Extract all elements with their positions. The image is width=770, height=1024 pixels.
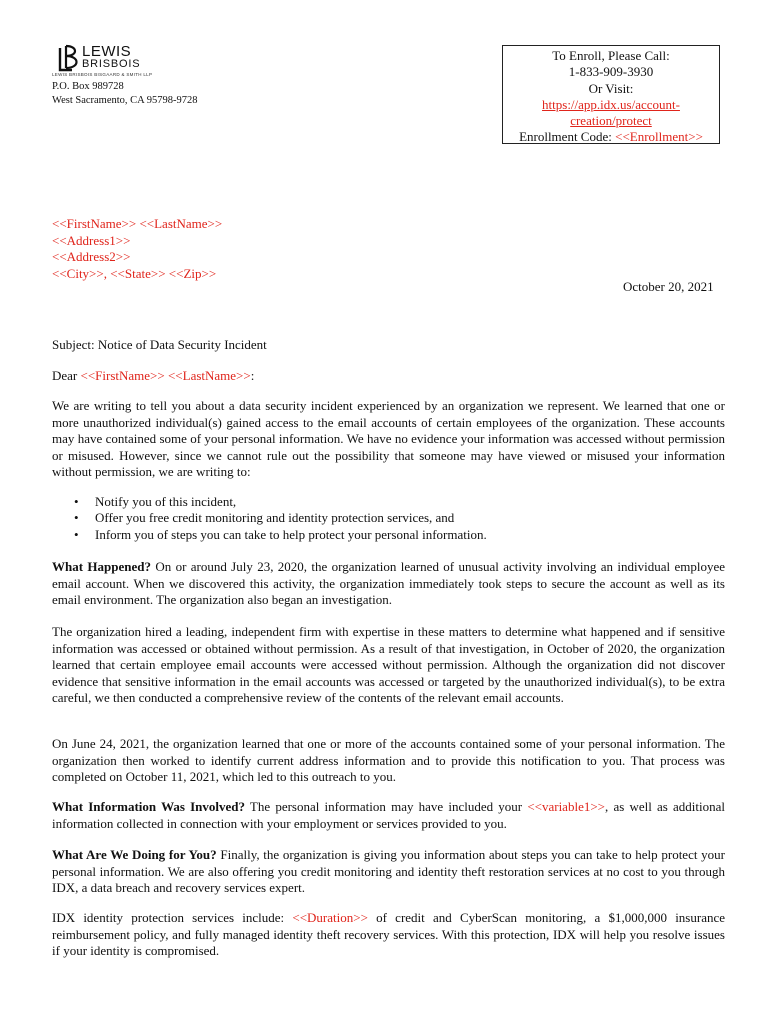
bullet-text: Notify you of this incident,	[95, 494, 237, 509]
what-happened-heading: What Happened?	[52, 559, 151, 574]
what-doing-text: Finally, the organization is giving you information about steps you can take to help protect your personal information. We are also offering you credit monitoring and identity theft restoration services at no cost to you through IDX, a data breach and recovery services expert.	[52, 847, 725, 896]
logo-name-line1: LEWIS	[82, 43, 132, 60]
investigation-paragraph: The organization hired a leading, independent firm with expertise in these matters to determine what happened and if sensitive information was accessed or obtained without permission. As a result of that investigation, in October of 2020, the organization learned that certain employee email accounts were accessed without permission. Although the organization did not discover evidence that sensitive information in the email accounts was accessed or targeted by the unauthorized individual(s), to be extra careful, we then conducted a comprehensive review of the contents of the relevant email accounts.	[52, 624, 725, 706]
sender-address	[52, 80, 198, 108]
what-information-heading: What Information Was Involved?	[52, 799, 245, 814]
what-information-text-before: The personal information may have included your	[244, 799, 528, 814]
what-happened-text: On or around July 23, 2020, the organization learned of unusual activity involving an individual employee email account. When we discovered this activity, the organization immediately took steps to secure the account as well as its email environment. The organization also began an investigation.	[52, 559, 725, 608]
bullet-list	[52, 494, 487, 543]
recipient-address1: <<Address1>>	[52, 232, 131, 248]
what-doing-paragraph	[52, 847, 725, 897]
bullet-icon: •	[74, 526, 79, 542]
enroll-visit-label: Or Visit:	[588, 80, 634, 96]
letter-subject: Subject: Notice of Data Security Incident	[52, 337, 267, 352]
sender-address-line1: P.O. Box 989728	[52, 81, 124, 92]
enroll-code-label: Enrollment Code:	[519, 129, 616, 145]
bullet-icon: •	[74, 510, 79, 526]
enroll-url-line1[interactable]: https://app.idx.us/account-	[542, 96, 680, 112]
list-item	[52, 527, 487, 543]
recipient-address2: <<Address2>>	[52, 249, 131, 264]
enroll-code-line	[503, 129, 719, 145]
enroll-url-line2[interactable]: creation/protect	[570, 113, 652, 129]
logo-wordmark	[82, 44, 140, 70]
enroll-code-value: <<Enrollment>>	[615, 129, 703, 145]
recipient-address	[52, 216, 222, 282]
enroll-call-label: To Enroll, Please Call:	[552, 48, 670, 63]
list-item	[52, 510, 487, 526]
salutation-prefix: Dear	[52, 368, 81, 383]
what-doing-heading: What Are We Doing for You?	[52, 847, 217, 862]
duration-placeholder: <<Duration>>	[292, 910, 368, 925]
what-information-text-after: , as well as additional information collected in connection with your employment or services provided to you.	[52, 799, 725, 831]
recipient-name: <<FirstName>> <<LastName>>	[52, 216, 223, 231]
intro-paragraph: We are writing to tell you about a data security incident experienced by an organization we represent. We learned that one or more unauthorized individual(s) gained access to the email accounts of certain employees of the organization. These accounts may have contained some of your personal information. We have no evidence your information was accessed without permission or misused. However, since we cannot rule out the possibility that someone may have viewed or misused your information without permission, we are writing to:	[52, 398, 725, 480]
list-item	[52, 494, 487, 510]
idx-text-before: IDX identity protection services include:	[52, 910, 293, 925]
salutation-name: <<FirstName>> <<LastName>>	[80, 368, 251, 383]
recipient-city-state-zip: <<City>>, <<State>> <<Zip>>	[52, 265, 217, 281]
what-information-paragraph	[52, 799, 725, 832]
salutation-suffix: :	[250, 368, 255, 383]
variable-placeholder: <<variable1>>	[527, 799, 606, 814]
idx-text-after: of credit and CyberScan monitoring, a $1,000,000 insurance reimbursement policy, and fully managed identity theft recovery services. With this protection, IDX will help you resolve issues if your identity is compromised.	[52, 910, 726, 959]
salutation	[52, 368, 254, 384]
idx-services-paragraph	[52, 910, 725, 960]
what-happened-paragraph	[52, 559, 725, 609]
bullet-icon: •	[74, 494, 79, 509]
sender-address-line2: West Sacramento, CA 95798-9728	[52, 95, 198, 106]
logo-name-line2: BRISBOIS	[82, 58, 141, 70]
bullet-text: Inform you of steps you can take to help protect your personal information.	[95, 526, 487, 542]
enrollment-box	[502, 45, 720, 144]
june-paragraph: On June 24, 2021, the organization learned that one or more of the accounts contained some of your personal information. The organization then worked to identify current address information and to provide this notification to you. That process was completed on October 11, 2021, which led to this outreach to you.	[52, 736, 725, 785]
enroll-phone: 1-833-909-3930	[568, 64, 654, 80]
logo-tagline: LEWIS BRISBOIS BISGAARD & SMITH LLP	[52, 72, 153, 77]
bullet-text: Offer you free credit monitoring and identity protection services, and	[95, 510, 455, 526]
letter-date: October 20, 2021	[623, 279, 714, 294]
